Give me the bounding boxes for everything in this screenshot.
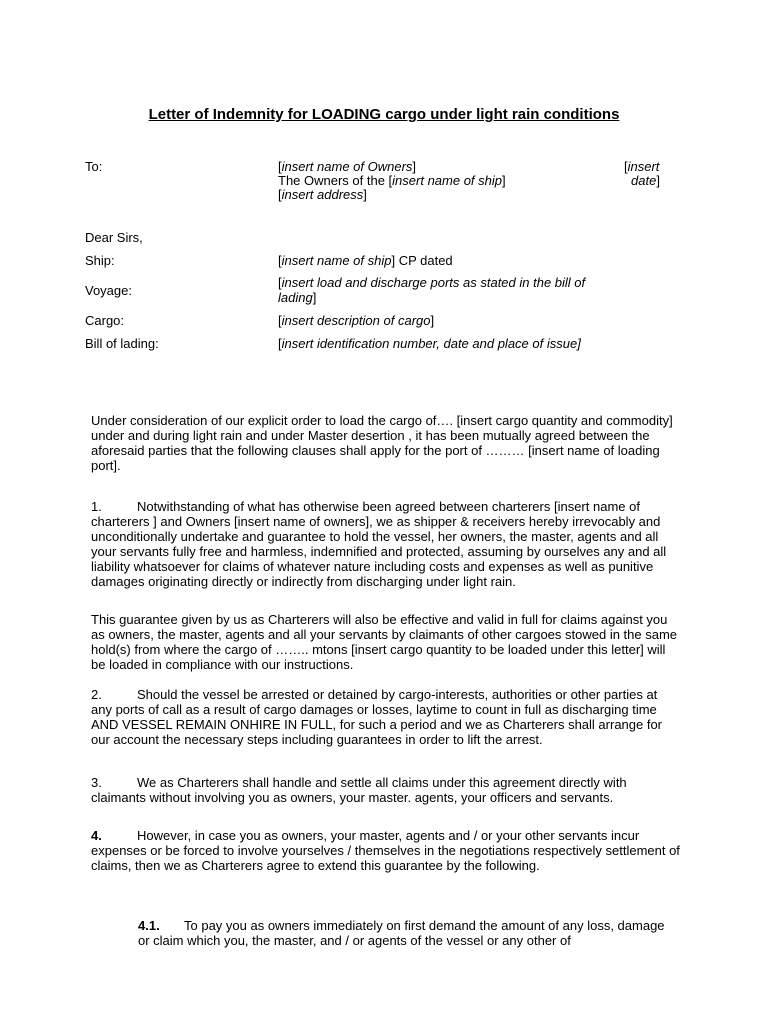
clause-number: 4. [91, 828, 102, 843]
voyage-label: Voyage: [85, 283, 132, 298]
clause-3: 3. We as Charterers shall handle and settle all claims under this agreement directly with claimants without involving you as owners, your master. agents, your officers and servants. [91, 775, 627, 805]
ship-value: [insert name of ship] CP dated [278, 253, 453, 268]
salutation: Dear Sirs, [85, 230, 143, 245]
clause-number: 3. [91, 775, 102, 790]
clause-1: 1. Notwithstanding of what has otherwise been agreed between charterers [insert name of charterers ] and Owners [insert name of owners], we as shipper & receivers hereby irrevocably and unconditionally undertake and guarantee to hold the vessel, her owners, the master, agents and all your servants fully free and harmless, indemnified and protected, assuming by ourselves any and all liability whatsoever for claims of whatever nature including costs and expenses as well as punitive damages originating directly or indirectly from discharging under light rain. [91, 499, 667, 589]
clause-4: 4. However, in case you as owners, your master, agents and / or your other servants incur expenses or be forced to involve yourselves / themselves in the negotiations respectively settlement of claims, then we as Charterers agree to extend this guarantee by the following. [91, 828, 680, 873]
voyage-value: [insert load and discharge ports as stated in the bill of lading] [278, 275, 586, 305]
owners-name-line: [insert name of Owners] [278, 159, 417, 174]
to-label: To: [85, 159, 103, 174]
bill-of-lading-value: [insert identification number, date and place of issue] [278, 336, 581, 351]
cargo-value: [insert description of cargo] [278, 313, 435, 328]
ship-label: Ship: [85, 253, 115, 268]
clause-number: 4.1. [138, 918, 160, 933]
owners-ship-line: The Owners of the [insert name of ship] [278, 173, 506, 188]
clause-4-1: 4.1. To pay you as owners immediately on first demand the amount of any loss, damage or claim which you, the master, and / or agents of the vessel or any other of [138, 918, 665, 948]
intro-paragraph: Under consideration of our explicit order to load the cargo of…. [insert cargo quantity and commodity] under and during light rain and under Master desertion , it has been mutually agreed between the aforesaid parties that the following clauses shall apply for the port of ……… [insert name of loading port]. [91, 413, 673, 473]
clause-2: 2. Should the vessel be arrested or detained by cargo-interests, authorities or other parties at any ports of call as a result of cargo damages or losses, laytime to count in full as discharging time AND VESSEL REMAIN ONHIRE IN FULL, for such a period and we as Charterers shall arrange for our account the necessary steps including guarantees in order to lift the arrest. [91, 687, 663, 747]
clause-number: 2. [91, 687, 102, 702]
clause-number: 1. [91, 499, 102, 514]
date-placeholder-line2: date] [631, 173, 660, 188]
bill-of-lading-label: Bill of lading: [85, 336, 159, 351]
page-title: Letter of Indemnity for LOADING cargo under light rain conditions [148, 106, 620, 123]
owners-address-line: [insert address] [278, 187, 367, 202]
cargo-label: Cargo: [85, 313, 125, 328]
date-placeholder-line1: [insert [624, 159, 660, 174]
clause-1-extension: This guarantee given by us as Charterers will also be effective and valid in full for claims against you as owners, the master, agents and all your servants by claimants of other cargoes stowed in the same hold(s) from where the cargo of …….. mtons [insert cargo quantity to be loaded under this letter] will be loaded in compliance with our instructions. [91, 612, 678, 672]
